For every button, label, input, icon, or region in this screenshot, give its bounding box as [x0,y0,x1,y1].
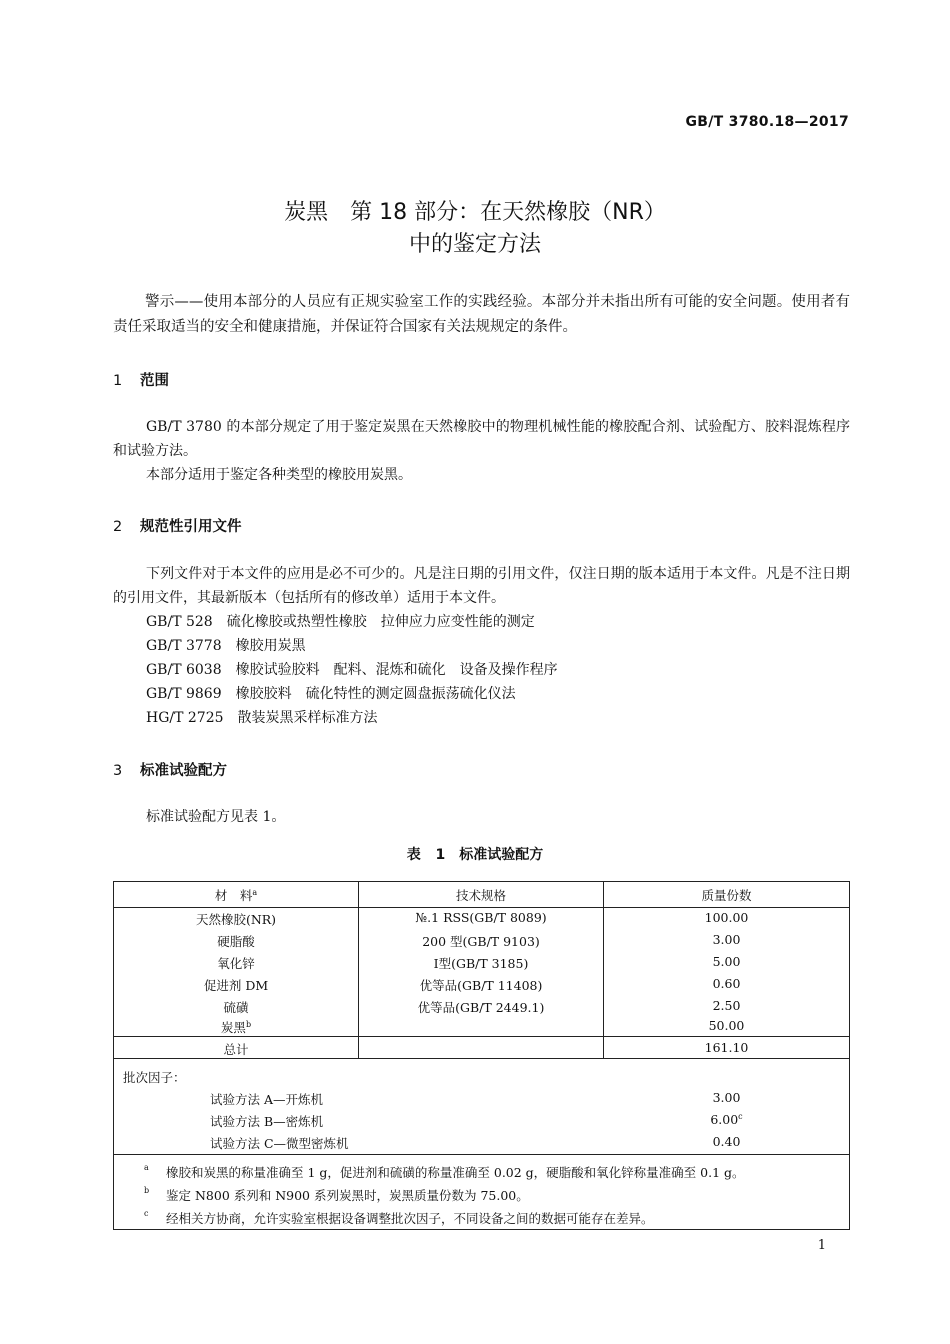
section-number: 1 [113,373,123,389]
batch-method: 试验方法 B—密炼机 [210,1114,324,1129]
material-cell: 硬脂酸 [217,934,255,949]
total-label: 总计 [223,1042,249,1057]
section-3-paragraph-1: 标准试验配方见表 1。 [146,809,286,825]
spec-cell: №.1 RSS(GB/T 8089) [415,910,547,925]
formula-table [113,881,850,1230]
batch-divider [114,1058,849,1059]
standard-code: GB/T 3780.18—2017 [685,114,849,130]
safety-warning: 警示——使用本部分的人员应有正规实验室工作的实践经验。本部分并未指出所有可能的安全问题。使用者有责任采取适当的安全和健康措施，并保证符合国家有关法规规定的条件。 [113,294,850,335]
parts-cell: 2.50 [712,998,741,1013]
header-spec: 技术规格 [455,888,506,903]
parts-cell: 3.00 [712,932,741,947]
batch-method: 试验方法 A—开炼机 [210,1092,324,1107]
section-1-paragraph-1: GB/T 3780 的本部分规定了用于鉴定炭黑在天然橡胶中的物理机械性能的橡胶配合剂、试验配方、胶料混炼程序和试验方法。 [113,419,850,459]
table-note: c 经相关方协商，允许实验室根据设备调整批次因子，不同设备之间的数据可能存在差异。 [144,1209,654,1226]
total-divider [114,1036,849,1037]
material-cell: 硫磺 [223,1000,249,1015]
section-2-paragraph-1: 下列文件对于本文件的应用是必不可少的。凡是注日期的引用文件，仅注日期的版本适用于本文件。凡是不注日期的引用文件，其最新版本（包括所有的修改单）适用于本文件。 [113,566,850,606]
document-title-line1: 炭黑 第 18 部分：在天然橡胶（NR） [284,200,666,225]
section-2-heading [113,515,242,536]
section-title: 规范性引用文件 [140,519,242,535]
page-number: 1 [817,1238,826,1253]
spec-cell: 优等品(GB/T 2449.1) [417,1000,545,1015]
header-divider [114,907,849,908]
spec-cell: 优等品(GB/T 11408) [419,978,543,993]
spec-cell: 200 型(GB/T 9103) [422,934,540,949]
material-cell: 炭黑$^b$ [220,1019,252,1035]
section-number: 3 [113,763,123,779]
table-caption: 表 1 标准试验配方 [406,847,544,863]
batch-value: 3.00 [712,1090,741,1105]
table-note: b 鉴定 N800 系列和 N900 系列炭黑时，炭黑质量份数为 75.00。 [144,1186,529,1203]
header-material: 材 料$^a$ [214,887,258,903]
normative-reference: GB/T 528 硫化橡胶或热塑性橡胶 拉伸应力应变性能的测定 [146,614,535,630]
section-1-paragraph-2: 本部分适用于鉴定各种类型的橡胶用炭黑。 [146,467,412,483]
header-parts: 质量份数 [701,888,752,903]
batch-value: 6.00$^c$ [710,1112,743,1128]
notes-divider [114,1154,849,1155]
parts-cell: 5.00 [712,954,741,969]
spec-cell: Ⅰ型(GB/T 3185) [433,956,529,971]
parts-cell: 100.00 [704,910,749,925]
parts-cell: 50.00 [708,1018,745,1033]
normative-reference: GB/T 9869 橡胶胶料 硫化特性的测定圆盘振荡硫化仪法 [146,686,516,702]
section-1-heading [113,369,169,390]
normative-reference: HG/T 2725 散装炭黑采样标准方法 [146,710,378,726]
section-title: 范围 [140,373,169,389]
batch-label: 批次因子： [123,1070,186,1085]
batch-value: 0.40 [712,1134,741,1149]
material-cell: 天然橡胶(NR) [195,912,277,927]
material-cell: 促进剂 DM [203,978,269,993]
normative-reference: GB/T 3778 橡胶用炭黑 [146,638,306,654]
normative-reference: GB/T 6038 橡胶试验胶料 配料、混炼和硫化 设备及操作程序 [146,662,558,678]
material-cell: 氧化锌 [217,956,255,971]
document-title-line2: 中的鉴定方法 [408,232,541,257]
total-value: 161.10 [704,1040,749,1055]
table-note: a 橡胶和炭黑的称量准确至 1 g，促进剂和硫磺的称量准确至 0.02 g，硬脂酸和氧化锌称量准确至 0.1 g。 [144,1163,745,1180]
parts-cell: 0.60 [712,976,741,991]
batch-method: 试验方法 C—微型密炼机 [210,1136,349,1151]
section-3-heading [113,759,227,780]
section-number: 2 [113,519,123,535]
section-title: 标准试验配方 [140,763,227,779]
